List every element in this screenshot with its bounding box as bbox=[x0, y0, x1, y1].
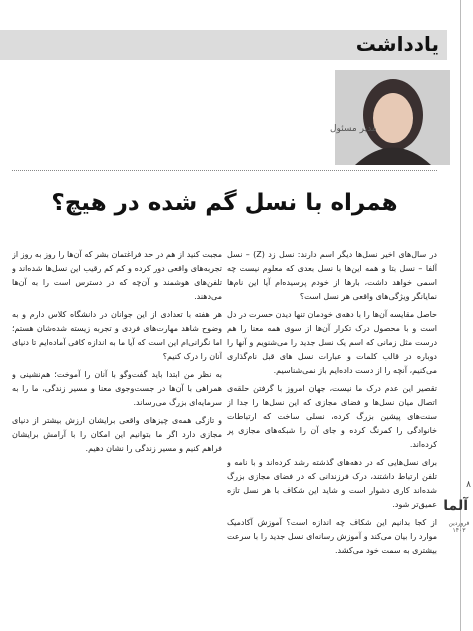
article-column-left bbox=[12, 248, 222, 618]
paragraph: هر هفته با تعدادی از این جوانان در دانشگاه کلاس دارم و به وضوح شاهد مهارت‌های فردی و تجربه زیسته شده‌شان هستم؛ اما نگرانی‌ام این است که آیا ما به اندازه کافی آماده‌ایم تا دنیای آنان را درک کنیم؟ bbox=[12, 310, 222, 361]
paragraph: تقصیر این عدم درک ما نیست، جهان امروز با گرفتن حلقه‌ی اتصال میان نسل‌ها و فضای مجازی که این نسل‌ها را جدا از سنت‌های پیشین بزرگ کرده، نسلی ساخت که ارتباطات خانوادگی را کمرنگ کرده و جای آن را شبکه‌های مجازی پر کرده‌اند. bbox=[227, 384, 437, 449]
page-number: ۸ bbox=[466, 480, 471, 490]
paragraph: به نظر من ابتدا باید گفت‌وگو با آنان را آموخت؛ هم‌نشینی و همراهی با آن‌ها در جست‌وجوی معنا و مسیر زندگی، ما را به سرمایه‌ای بزرگ می‌رساند. bbox=[12, 370, 222, 407]
paragraph: مجبت کنید از هم در حد فراغتمان بشر که آن‌ها را روز به روز از تجربه‌های واقعی دور کرده و کم کم رقیب این نسل‌ها شده‌اند و تلفن‌های هوشمند و آن‌چه که در دسترس است را به آن‌ها می‌دهند. bbox=[12, 250, 222, 301]
article-title: همراه با نسل گم شده در هیچ؟ bbox=[51, 190, 398, 216]
author-photo bbox=[335, 70, 450, 165]
sidebar-divider bbox=[460, 0, 461, 631]
paragraph: و تازگی همه‌ی چیزهای واقعی برایشان ارزش بیشتر از دنیای مجازی دارد اگر ما بتوانیم این امکان را با آرامش برایشان فراهم کنیم و مسیر زندگی را نشان دهیم. bbox=[12, 416, 222, 453]
issue-date: فروردین ۱۴۰۳ bbox=[448, 520, 470, 534]
section-title: یادداشت bbox=[355, 32, 439, 56]
section-header bbox=[0, 30, 447, 60]
paragraph: برای نسل‌هایی که در دهه‌های گذشته رشد کرده‌اند و با نامه و تلفن ارتباط داشتند، درک فرزندانی که در فضای مجازی بزرگ شده‌اند کاری دشوار است و شاید این شکاف با هر نسل تازه عمیق‌تر شود. bbox=[227, 458, 437, 509]
sidebar bbox=[443, 0, 473, 631]
paragraph: حاصل مقایسه آن‌ها را با دهه‌ی خودمان تنها دیدن حسرت در دل است و با محصول درک تکرار آن‌ها از سوی همه معنا را هم درست مثل زمانی که اسم یک نسل جدید را می‌شنویم و آنها را دوباره در قالب کلمات و عبارات نسل های قبل نام‌گذاری می‌کنیم، آنچه را از دست داده‌ایم باز نمی‌شناسیم. bbox=[227, 310, 437, 375]
author-label: مدیر مسئول bbox=[330, 124, 377, 134]
paragraph: در سال‌های اخیر نسل‌ها دیگر اسم دارند: نسل زد (Z) – نسل آلفا – نسل بتا و همه این‌ها با نسل بعدی که معلوم نیست چه اسمی خواهد داشت، بارها از خودم پرسیده‌ام آیا این نام‌ها نمایانگر ویژگی‌های واقعی هر نسل است؟ bbox=[227, 250, 437, 301]
magazine-logo: آلما bbox=[443, 498, 468, 514]
article-column-right bbox=[227, 248, 437, 618]
divider-line bbox=[12, 170, 437, 171]
paragraph: از کجا بدانیم این شکاف چه اندازه است؟ آموزش آکادمیک موارد را بیان می‌کند و آموزش رسانه‌ای نسل جدید را با سرعت بیشتری به سمت خود می‌کشد. bbox=[227, 518, 437, 555]
